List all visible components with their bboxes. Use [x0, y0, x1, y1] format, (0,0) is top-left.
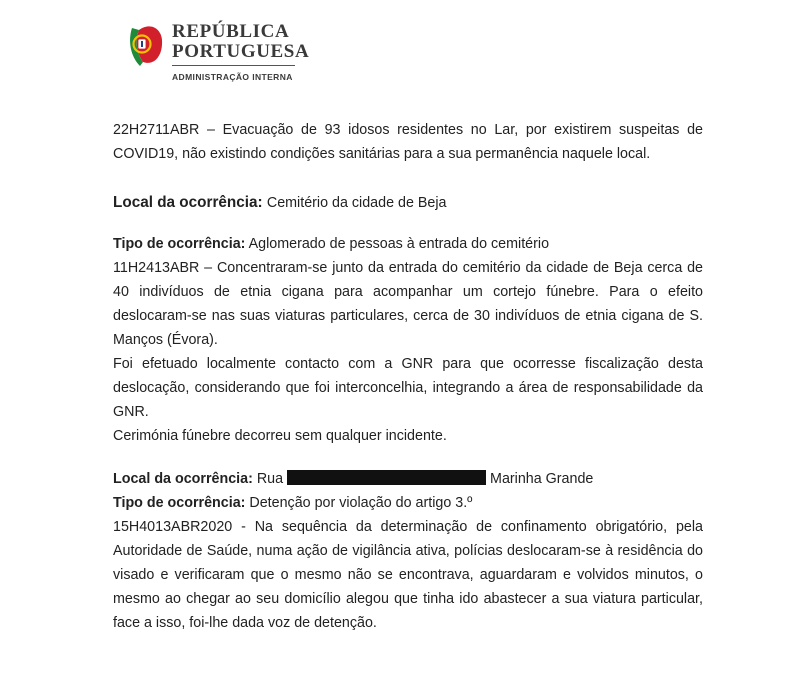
local-line-beja — [113, 192, 703, 214]
tipo-value: Aglomerado de pessoas à entrada do cemitério — [248, 236, 550, 252]
tipo-line-detencao — [113, 491, 703, 515]
redaction-bar — [287, 470, 486, 485]
tipo-label: Tipo de ocorrência: — [113, 236, 246, 252]
paragraph-detencao: 15H4013ABR2020 - Na sequência da determinação de confinamento obrigatório, pela Autoridade de Saúde, numa ação de vigilância ativa, polícias deslocaram-se à residência do visado e verificaram que o mesmo não se encontrava, aguardaram e volvidos minutos, o mesmo ao chegar ao seu domicílio alegou que tinha ido abastecer a sua viatura particular, face a isso, foi-lhe dada voz de detenção. — [113, 519, 703, 631]
local-prefix: Rua — [256, 471, 284, 487]
republica-portuguesa-logo — [126, 18, 346, 88]
tipo-value: Detenção por violação do artigo 3.º — [249, 495, 473, 511]
logo-line-republica: REPÚBLICA — [172, 21, 290, 42]
logo-line-portuguesa: PORTUGUESA — [172, 41, 310, 62]
local-value: Cemitério da cidade de Beja — [266, 195, 447, 211]
document-body — [113, 118, 703, 635]
logo-divider — [172, 65, 295, 66]
paragraph-cemiterio: 11H2413ABR – Concentraram-se junto da entrada do cemitério da cidade de Beja cerca de 40 indivíduos de etnia cigana para acompanhar um cortejo fúnebre. Para o efeito deslocaram-se nas suas viaturas particulares, cerca de 30 indivíduos de etnia cigana de S. Manços (Évora). — [113, 260, 703, 348]
local-label: Local da ocorrência: — [113, 471, 253, 487]
tipo-line-aglomerado — [113, 232, 703, 256]
local-line-marinha-grande — [113, 467, 703, 491]
local-label: Local da ocorrência: — [113, 194, 263, 211]
tipo-label: Tipo de ocorrência: — [113, 495, 246, 511]
paragraph-evacuation: 22H2711ABR – Evacuação de 93 idosos residentes no Lar, por existirem suspeitas de COVID19, não existindo condições sanitárias para a sua permanência naquele local. — [113, 122, 703, 162]
local-suffix: Marinha Grande — [490, 471, 594, 487]
paragraph-gnr: Foi efetuado localmente contacto com a GNR para que ocorresse fiscalização desta deslocação, considerando que foi interconcelhia, integrando a área de responsabilidade da GNR. — [113, 356, 703, 420]
logo-line-ministry: ADMINISTRAÇÃO INTERNA — [172, 72, 293, 82]
paragraph-cerimonia: Cerimónia fúnebre decorreu sem qualquer incidente. — [113, 428, 447, 444]
portuguese-flag-emblem-icon — [126, 18, 166, 70]
